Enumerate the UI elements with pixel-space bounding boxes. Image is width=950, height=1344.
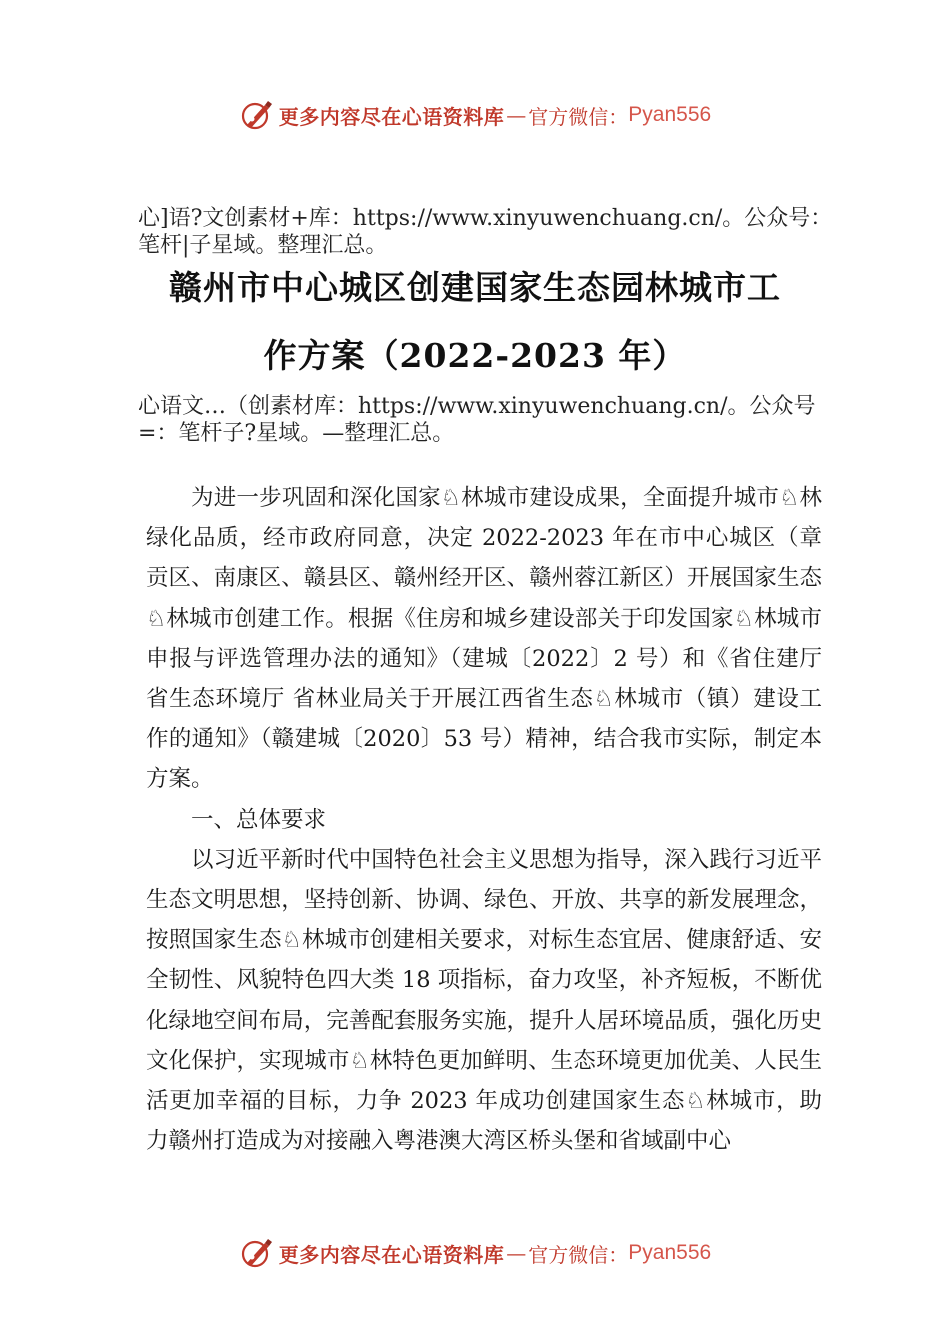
section-heading-general-requirements: 一、总体要求 <box>191 806 327 833</box>
header-banner <box>0 95 950 135</box>
banner-dash: — <box>506 1241 527 1265</box>
banner-wechat-label: 官方微信： <box>528 104 629 129</box>
banner-wechat-id: Pyan556 <box>628 1241 712 1264</box>
document-title-line1: 赣州市中心城区创建国家生态园林城市工 <box>169 268 781 307</box>
document-body <box>146 478 822 1161</box>
banner-slogan: 更多内容尽在心语资料库 <box>278 1242 505 1267</box>
footer-banner <box>0 1233 950 1273</box>
banner-dash: — <box>506 103 527 127</box>
banner-wechat-id: Pyan556 <box>628 103 712 126</box>
body-paragraph-guidance: 以习近平新时代中国特色社会主义思想为指导，深入践行习近平生态文明思想，坚持创新、协调、绿色、开放、共享的新发展理念，按照国家生态♘林城市创建相关要求，对标生态宜居、健康舒适、安全韧性、风貌特色四大类 18 项指标，奋力攻坚，补齐短板，不断优化绿地空间布局，完善配套服务实施，提升人居环境品质，强化历史文化保护，实现城市♘林特色更加鲜明、生态环境更加优美、人民生活更加幸福的目标，力争 2023 年成功创建国家生态♘林城市，助力赣州打造成为对接融入粤港澳大湾区桥头堡和省域副中心 <box>146 846 822 1155</box>
document-title-line2: 作方案（2022-2023 年） <box>263 336 687 375</box>
pen-logo-icon <box>239 97 275 133</box>
source-note-middle: 心语文…（创素材库：https://www.xinyuwenchuang.cn/。公众号=：笔杆子?星域。—整理汇总。 <box>138 394 816 446</box>
banner-wechat-label: 官方微信： <box>528 1242 629 1267</box>
source-note-top: 心]语?文创素材+库：https://www.xinyuwenchuang.cn/。公众号：笔杆|子星域。整理汇总。 <box>138 206 833 258</box>
body-paragraph-intro: 为进一步巩固和深化国家♘林城市建设成果，全面提升城市♘林绿化品质，经市政府同意，决定 2022-2023 年在市中心城区（章贡区、南康区、赣县区、赣州经开区、赣州蓉江新区）开展国家生态♘林城市创建工作。根据《住房和城乡建设部关于印发国家♘林城市申报与评选管理办法的通知》（建城〔2022〕2 号）和《省住建厅 省生态环境厅 省林业局关于开展江西省生态♘林城市（镇）建设工作的通知》（赣建城〔2020〕53 号）精神，结合我市实际，制定本方案。 <box>146 485 822 793</box>
pen-logo-icon <box>239 1235 275 1271</box>
banner-slogan: 更多内容尽在心语资料库 <box>278 104 505 129</box>
